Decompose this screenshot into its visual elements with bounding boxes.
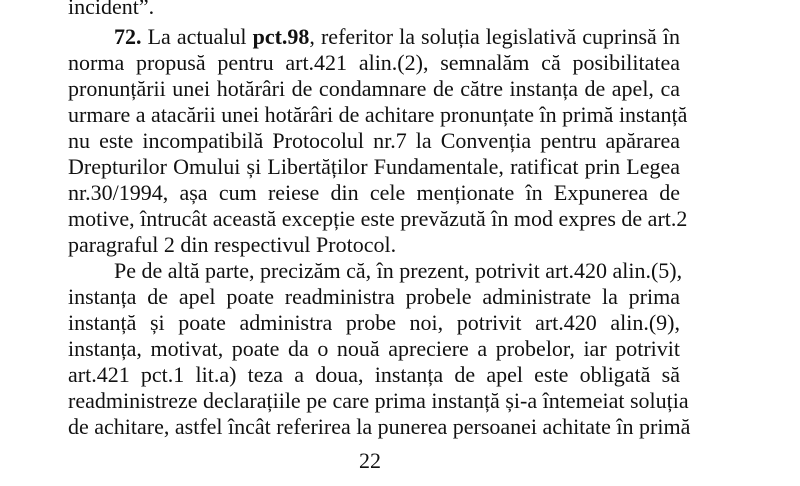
paragraph-end-line: incident”. [68,0,155,19]
paragraph-2-line: instanța, motivat, poate da o nouă apreciere a probelor, iar potrivit [68,336,680,361]
section-72-line: norma propusă pentru art.421 alin.(2), semnalăm că posibilitatea [68,50,680,75]
paragraph-2-line: readministreze declarațiile pe care prima instanță și-a întemeiat soluția [68,388,689,413]
paragraph-2-line: instanța de apel poate readministra probele administrate la prima [68,284,680,309]
section-72-line: motive, întrucât această excepție este prevăzută în mod expres de art.2 [68,206,688,231]
section-72-line: nu este incompatibilă Protocolul nr.7 la Convenția pentru apărarea [68,128,680,153]
paragraph-2-line: de achitare, astfel încât referirea la punerea persoanei achitate în primă [68,414,691,439]
paragraph-2-line: art.421 pct.1 lit.a) teza a doua, instanța de apel este obligată să [68,362,680,387]
section-first-line-rest: , referitor la soluția legislativă cuprinsă în [309,24,681,49]
paragraph-2-first-line: Pe de altă parte, precizăm că, în prezent, potrivit art.420 alin.(5), [114,258,683,283]
section-lead-text: La actualul [147,24,247,49]
section-72-first-line [114,23,680,51]
section-72-line: urmare a atacării unei hotărâri de achitare pronunțate în primă instanță [68,102,688,127]
section-reference: pct.98 [252,24,310,49]
section-72-line: nr.30/1994, așa cum reiese din cele menționate în Expunerea de [68,180,680,205]
section-72-line: pronunțării unei hotărâri de condamnare de către instanța de apel, ca [68,76,680,101]
page-number: 22 [359,448,381,473]
section-number: 72. [114,24,142,49]
section-72-line: paragraful 2 din respectivul Protocol. [68,232,397,257]
section-72-line: Drepturilor Omului și Libertăților Fundamentale, ratificat prin Legea [68,154,680,179]
paragraph-2-line: instanță și poate administra probe noi, potrivit art.420 alin.(9), [68,310,680,335]
